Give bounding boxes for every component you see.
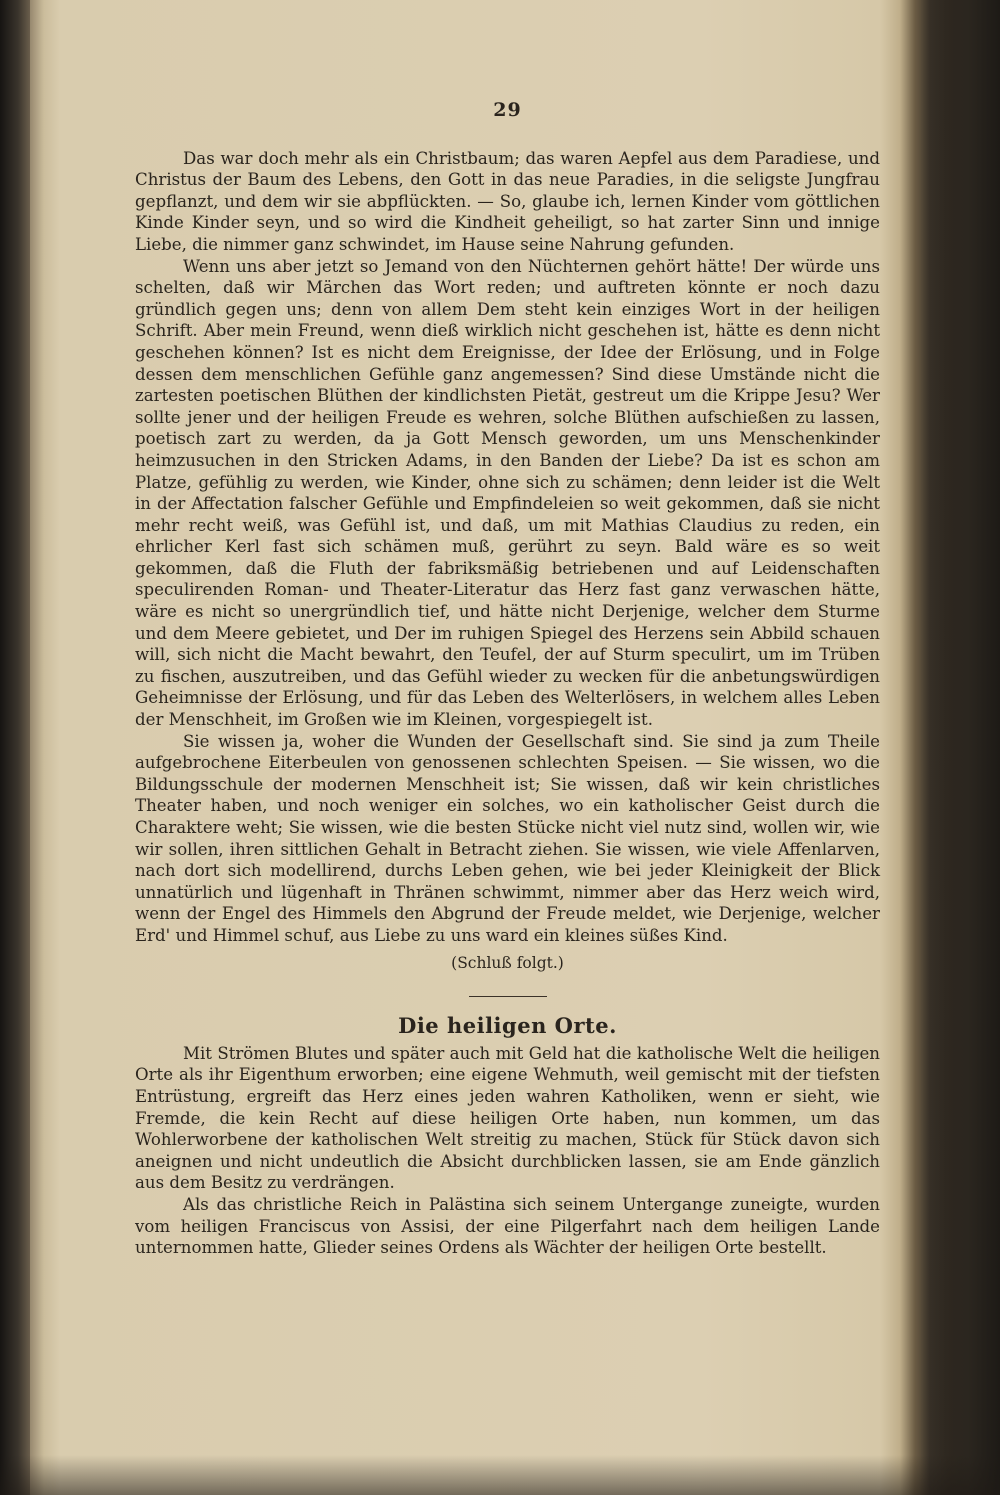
bottom-shadow — [0, 1455, 1000, 1495]
paragraph-wunden-gesellschaft: Sie wissen ja, woher die Wunden der Gesellschaft sind. Sie sind ja zum Theile aufgebrochene Eiterbeulen von genossenen schlechten Speisen. — Sie wissen, wo die Bildungsschule der modernen Menschheit ist; Sie wissen, daß wir kein christliches Theater haben, und noch weniger ein solches, wo ein katholischer Geist durch die Charaktere weht; Sie wissen, wie die besten Stücke nicht viel nutz sind, wollen wir, wie wir sollen, ihren sittlichen Gehalt in Betracht ziehen. Sie wissen, wie viele Affenlarven, nach dort sich modellirend, durchs Leben gehen, wie bei jeder Kleinigkeit der Blick unnatürlich und lügenhaft in Thränen schwimmt, nimmer aber das Herz weich wird, wenn der Engel des Himmels den Abgrund der Freude meldet, wie Derjenige, welcher Erd' und Himmel schuf, aus Liebe zu uns ward ein kleines süßes Kind. — [135, 731, 880, 945]
continuation-note: (Schluß folgt.) — [451, 953, 564, 972]
paragraph-stroemen-blutes: Mit Strömen Blutes und später auch mit Geld hat die katholische Welt die heiligen Orte als ihr Eigenthum erworben; eine eigene Wehmuth, weil gemischt mit der tiefsten Entrüstung, ergreift das Herz eines jeden wahren Katholiken, wenn er sieht, wie Fremde, die kein Recht auf diese heiligen Orte haben, nun kommen, um das Wohlerworbene der katholischen Welt streitig zu machen, Stück für Stück davon sich aneignen und nicht undeutlich die Absicht durchblicken lassen, sie am Ende gänzlich aus dem Besitz zu verdrängen. — [135, 1043, 880, 1193]
book-gutter — [0, 0, 30, 1495]
page-text-block — [135, 100, 880, 1259]
section-heading: Die heiligen Orte. — [398, 1013, 617, 1039]
paragraph-nuechternen: Wenn uns aber jetzt so Jemand von den Nüchternen gehört hätte! Der würde uns schelten, daß wir Märchen das Wort reden; und auftreten könnte er noch dazu gründlich gegen uns; denn von allem Dem steht kein einziges Wort in der heiligen Schrift. Aber mein Freund, wenn dieß wirklich nicht geschehen ist, hätte es denn nicht geschehen können? Ist es nicht dem Ereignisse, der Idee der Erlösung, und in Folge dessen dem menschlichen Gefühle ganz angemessen? Sind diese Umstände nicht die zartesten poetischen Blüthen der kindlichsten Pietät, gestreut um die Krippe Jesu? Wer sollte jener und der heiligen Freude es wehren, solche Blüthen aufschießen zu lassen, poetisch zart zu werden, da ja Gott Mensch geworden, um uns Menschenkinder heimzusuchen in den Stricken Adams, in den Banden der Liebe? Da ist es schon am Platze, gefühlig zu werden, wie Kinder, ohne sich zu schämen; denn leider ist die Welt in der Affectation falscher Gefühle und Empfindeleien so weit gekommen, daß sie nicht mehr recht weiß, was Gefühl ist, und daß, um mit Mathias Claudius zu reden, ein ehrlicher Kerl fast sich schämen muß, gerührt zu seyn. Bald wäre es so weit gekommen, daß die Fluth der fabriksmäßig betriebenen und auf Leidenschaften speculirenden Roman- und Theater-Literatur das Herz fast ganz verwaschen hätte, wäre es nicht so unergründlich tief, und hätte nicht Derjenige, welcher dem Sturme und dem Meere gebietet, und Der im ruhigen Spiegel des Herzens sein Abbild schauen will, sich nicht die Macht bewahrt, den Teufel, der auf Sturm speculirt, um im Trüben zu fischen, auszutreiben, und das Gefühl wieder zu wecken für die anbetungswürdigen Geheimnisse der Erlösung, und für das Leben des Welterlösers, in welchem alles Leben der Menschheit, im Großen wie im Kleinen, vorgespiegelt ist. — [135, 256, 880, 730]
section-divider — [469, 996, 547, 997]
page-edge-shadow — [920, 0, 1000, 1495]
paragraph-christbaum: Das war doch mehr als ein Christbaum; das waren Aepfel aus dem Paradiese, und Christus der Baum des Lebens, den Gott in das neue Paradies, in die seligste Jungfrau gepflanzt, und dem wir sie abpflückten. — So, glaube ich, lernen Kinder vom göttlichen Kinde Kinder seyn, und so wird die Kindheit geheiligt, so hat zarter Sinn und innige Liebe, die nimmer ganz schwindet, im Hause seine Nahrung gefunden. — [135, 148, 880, 254]
paragraph-palaestina: Als das christliche Reich in Palästina sich seinem Untergange zuneigte, wurden vom heiligen Franciscus von Assisi, der eine Pilgerfahrt nach dem heiligen Lande unternommen hatte, Glieder seines Ordens als Wächter der heiligen Orte bestellt. — [135, 1194, 880, 1258]
page-number: 29 — [493, 99, 522, 121]
